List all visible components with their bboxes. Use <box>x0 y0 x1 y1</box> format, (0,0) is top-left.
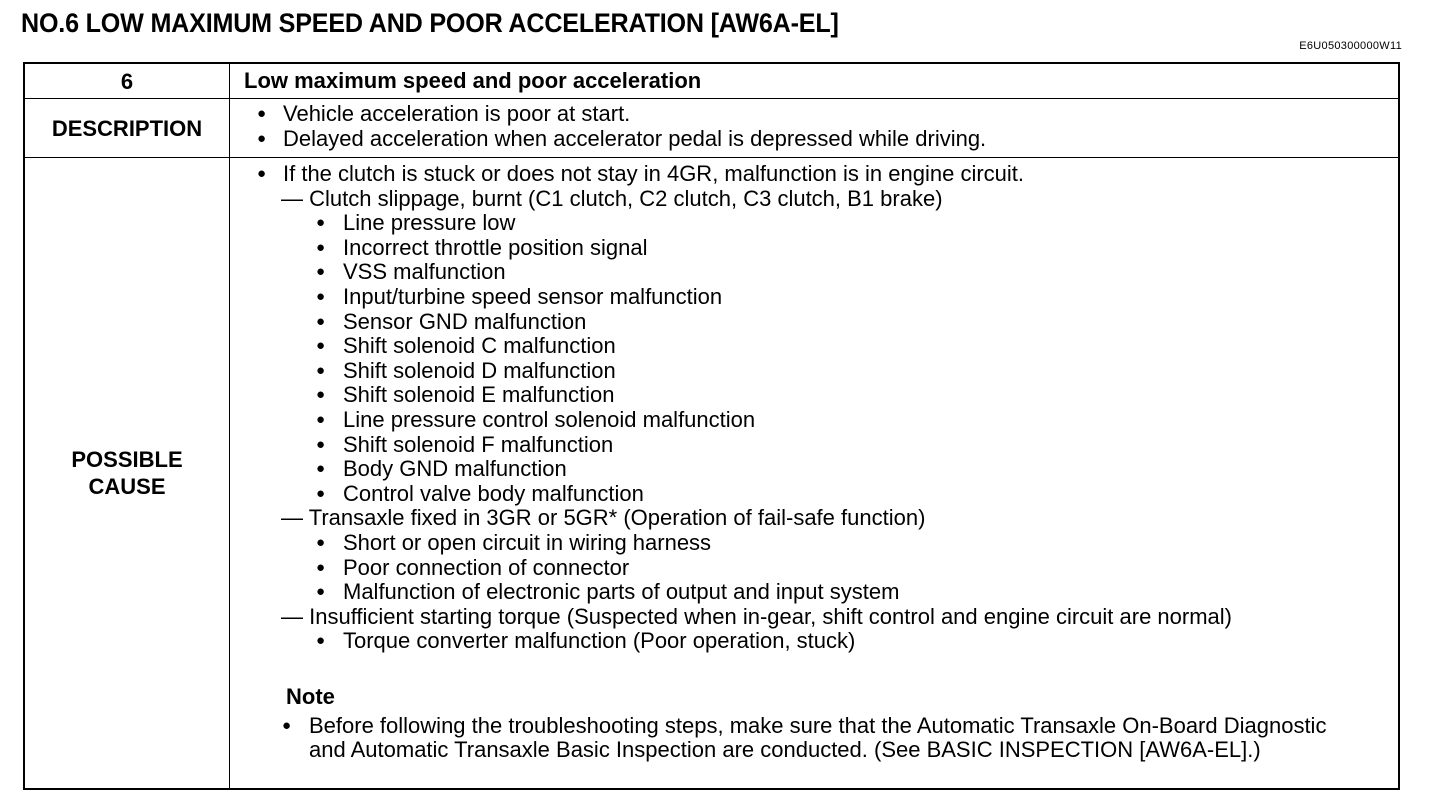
bullet-icon: ● <box>316 460 326 478</box>
description-label: DESCRIPTION <box>25 99 230 157</box>
cause-item: ● Control valve body malfunction <box>316 480 644 506</box>
bullet-icon: ● <box>316 361 326 379</box>
cause-item: ● Shift solenoid C malfunction <box>316 333 616 359</box>
bullet-icon: ● <box>257 105 267 122</box>
possible-cause-label: POSSIBLE CAUSE <box>25 158 230 788</box>
possible-cause-row <box>25 158 1398 788</box>
table-header-row <box>25 64 1398 99</box>
symptom-number: 6 <box>25 64 230 98</box>
cause-intro: ● If the clutch is stuck or does not stay in 4GR, malfunction is in engine circuit. <box>257 161 1025 186</box>
cause-group-heading: — Clutch slippage, burnt (C1 clutch, C2 clutch, C3 clutch, B1 brake) <box>281 185 943 211</box>
bullet-icon: ● <box>282 716 292 734</box>
cause-item: ● Torque converter malfunction (Poor operation, stuck) <box>316 628 856 654</box>
cause-item: ● Incorrect throttle position signal <box>316 234 648 260</box>
bullet-icon: ● <box>316 214 326 232</box>
description-item: ● Vehicle acceleration is poor at start. <box>257 101 631 126</box>
bullet-icon: ● <box>316 386 326 404</box>
cause-item: ● Short or open circuit in wiring harness <box>316 529 712 555</box>
cause-group-heading: — Insufficient starting torque (Suspected when in-gear, shift control and engine circuit are normal) <box>281 603 1232 629</box>
cause-item: ● Line pressure low <box>316 210 516 236</box>
description-row <box>25 99 1398 158</box>
description-item: ● Delayed acceleration when accelerator pedal is depressed while driving. <box>257 125 987 151</box>
possible-cause-content <box>230 158 1398 788</box>
bullet-icon: ● <box>316 263 326 281</box>
cause-item: ● Shift solenoid F malfunction <box>316 431 614 457</box>
troubleshooting-table <box>23 62 1400 790</box>
cause-item: ● VSS malfunction <box>316 259 506 285</box>
cause-item: ● Poor connection of connector <box>316 554 630 580</box>
cause-item: ● Body GND malfunction <box>316 456 567 482</box>
cause-item: ● Input/turbine speed sensor malfunction <box>316 283 723 309</box>
cause-group-heading: — Transaxle fixed in 3GR or 5GR* (Operation of fail-safe function) <box>281 505 926 531</box>
bullet-icon: ● <box>316 484 326 502</box>
bullet-icon: ● <box>316 410 326 428</box>
bullet-icon: ● <box>316 632 326 650</box>
document-id: E6U050300000W11 <box>1299 40 1402 52</box>
bullet-icon: ● <box>257 165 267 182</box>
symptom-title: Low maximum speed and poor acceleration <box>244 68 702 93</box>
bullet-icon: ● <box>316 583 326 601</box>
bullet-icon: ● <box>316 435 326 453</box>
bullet-icon: ● <box>316 238 326 256</box>
bullet-icon: ● <box>257 129 267 147</box>
bullet-icon: ● <box>316 533 326 551</box>
cause-item: ● Malfunction of electronic parts of output and input system <box>316 579 900 605</box>
bullet-icon: ● <box>316 287 326 305</box>
cause-item: ● Line pressure control solenoid malfunction <box>316 406 756 432</box>
note-text: ● Before following the troubleshooting steps, make sure that the Automatic Transaxle On-Board Diagnostic and Automatic Transaxle Basic Inspection are conducted. (See BASIC INSPECTION [AW6A-EL].) <box>282 712 1327 763</box>
cause-item: ● Shift solenoid D malfunction <box>316 357 616 383</box>
page-title: NO.6 LOW MAXIMUM SPEED AND POOR ACCELERATION [AW6A-EL] <box>21 8 839 38</box>
bullet-icon: ● <box>316 312 326 330</box>
description-content <box>230 99 1398 157</box>
bullet-icon: ● <box>316 558 326 576</box>
bullet-icon: ● <box>316 337 326 355</box>
note-heading: Note <box>286 683 335 709</box>
cause-item: ● Shift solenoid E malfunction <box>316 382 615 408</box>
cause-item: ● Sensor GND malfunction <box>316 308 587 334</box>
